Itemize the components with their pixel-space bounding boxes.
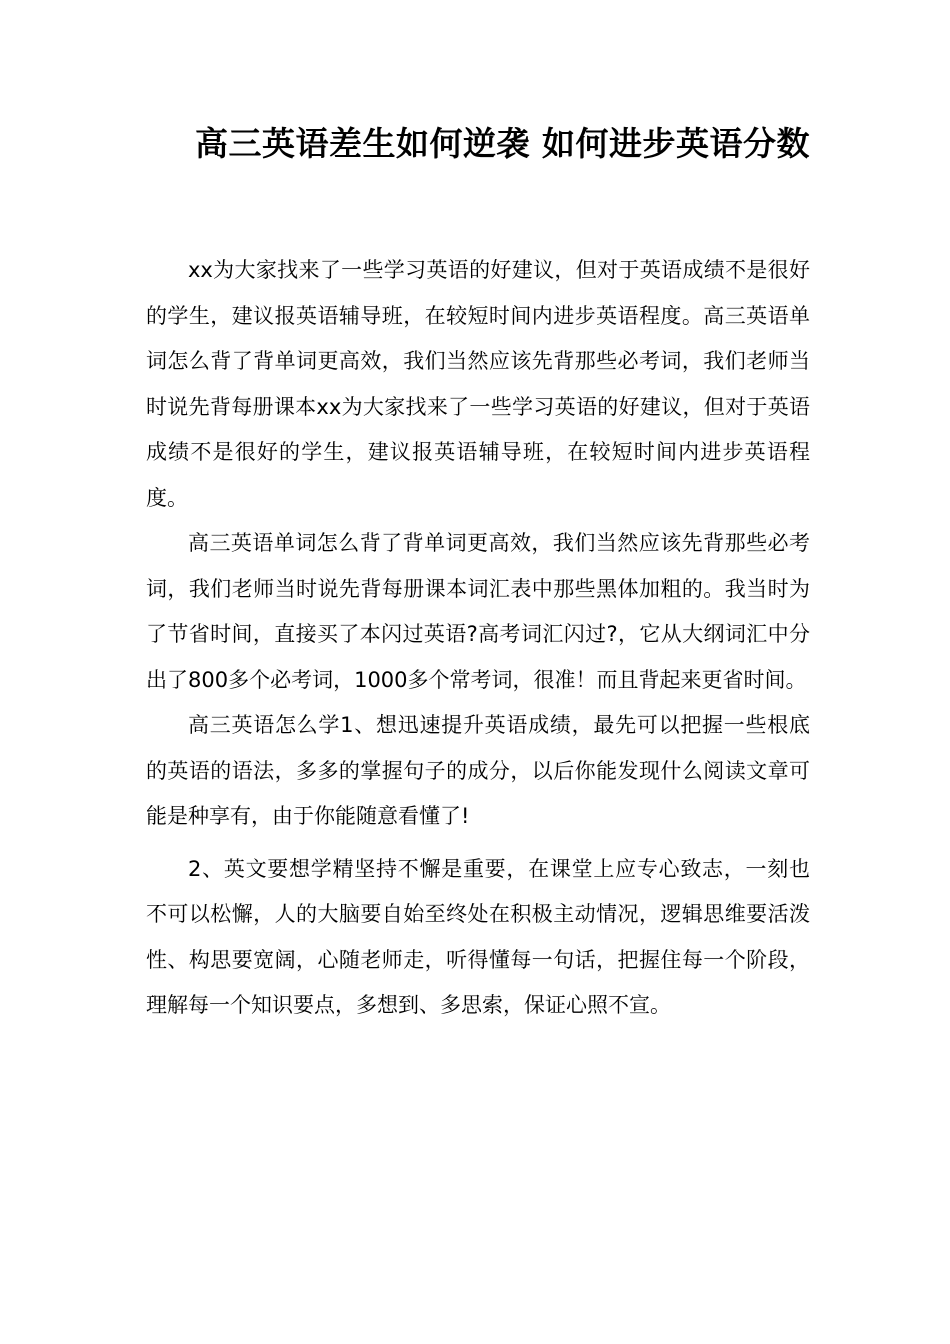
paragraph-1: xx为大家找来了一些学习英语的好建议，但对于英语成绩不是很好的学生，建议报英语辅导班，在较短时间内进步英语程度。高三英语单词怎么背了背单词更高效，我们当然应该先背那些必考词，我们老师当时说先背每册课本xx为大家找来了一些学习英语的好建议，但对于英语成绩不是很好的学生，建议报英语辅导班，在较短时间内进步英语程度。 (146, 258, 810, 510)
document-body (146, 248, 810, 1029)
document-title: 高三英语差生如何逆袭 如何进步英语分数 (195, 124, 810, 163)
paragraph-4: 2、英文要想学精坚持不懈是重要，在课堂上应专心致志，一刻也不可以松懈，人的大脑要自始至终处在积极主动情况，逻辑思维要活泼性、构思要宽阔，心随老师走，听得懂每一句话，把握住每一个阶段，理解每一个知识要点，多想到、多思索，保证心照不宣。 (146, 856, 810, 1017)
paragraph-2: 高三英语单词怎么背了背单词更高效，我们当然应该先背那些必考词，我们老师当时说先背每册课本词汇表中那些黑体加粗的。我当时为了节省时间，直接买了本闪过英语?高考词汇闪过?，它从大纲词汇中分出了800多个必考词，1000多个常考词，很准！而且背起来更省时间。 (146, 531, 810, 692)
paragraph-3: 高三英语怎么学1、想迅速提升英语成绩，最先可以把握一些根底的英语的语法，多多的掌握句子的成分，以后你能发现什么阅读文章可能是种享有，由于你能随意看懂了! (146, 713, 810, 828)
